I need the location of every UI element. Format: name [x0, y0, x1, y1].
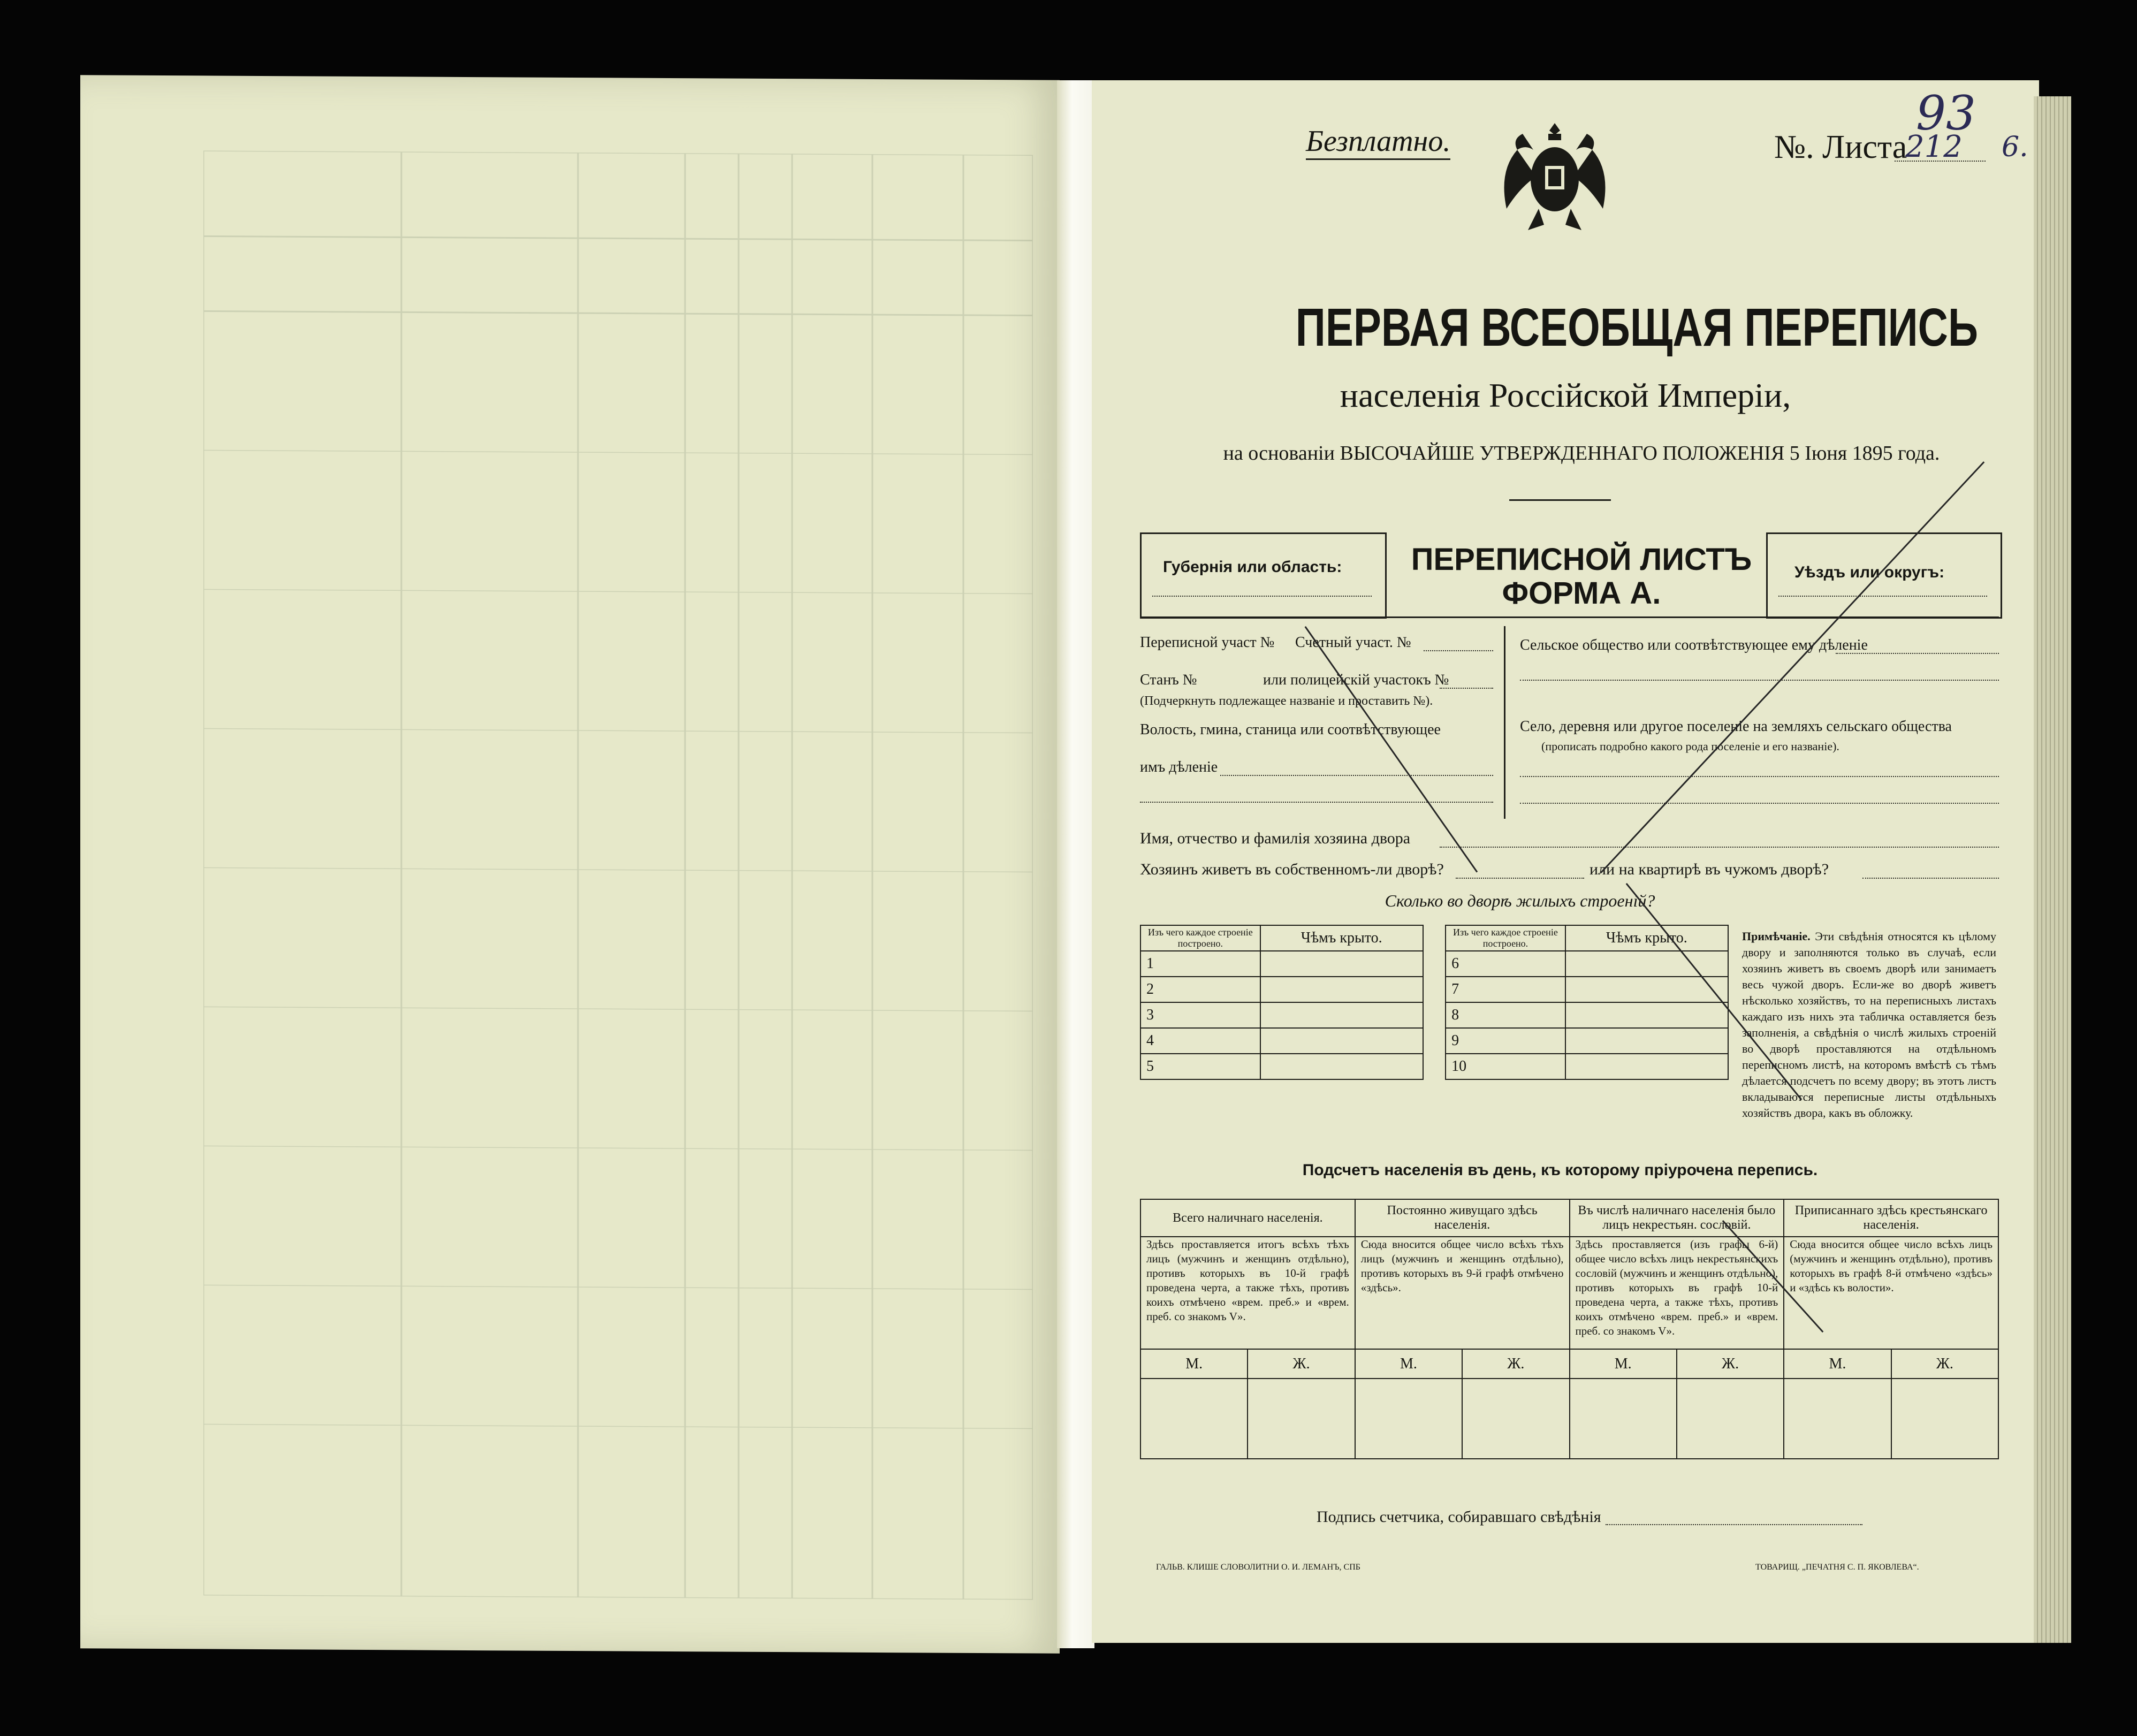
owner-lives-rent-line — [1862, 878, 1999, 879]
count-table — [1140, 1199, 1999, 1459]
volost-line-1 — [1220, 775, 1493, 776]
form-title-1: ПЕРЕПИСНОЙ ЛИСТЪ — [1411, 542, 1752, 577]
count-col-head-1: Всего наличнаго населенія. — [1140, 1199, 1355, 1237]
note-label: Примѣчаніе. — [1742, 930, 1811, 943]
archive-page-number: 93 — [1916, 86, 1976, 141]
count-col-head-2: Постоянно живущаго здѣсь населенія. — [1355, 1199, 1570, 1237]
count-female-2: Ж. — [1462, 1349, 1569, 1379]
buildings-col-roof-2: Чѣмъ крыто. — [1565, 925, 1728, 951]
count-col-text-3: Здѣсь проставляется (изъ графы 6-й) общее число всѣхъ лицъ некрестьянскихъ сословій (мужчинъ и женщинъ отдѣльно), противъ которыхъ въ графѣ 10-й проведена черта, а также тѣхъ, противъ коихъ отмѣчено «врем. преб.» и «врем. преб. со знакомъ V». — [1570, 1237, 1784, 1349]
form-subtitle: населенія Россійской Имперіи, — [1340, 376, 1791, 414]
village-society-line-1 — [1836, 653, 1999, 654]
settlement-line-2 — [1520, 803, 1999, 804]
count-female-4: Ж. — [1891, 1349, 1998, 1379]
title-divider — [1509, 499, 1611, 501]
signature-line — [1606, 1524, 1862, 1525]
note-text: Эти свѣдѣнія относятся къ цѣлому двору и заполняются только въ случаѣ, если хозяинъ живетъ въ своемъ дворѣ или занимаетъ весь чужой дворъ. Если-же во дворѣ живетъ нѣсколько хозяйствъ, то на переписныхъ листахъ каждаго изъ нихъ эта табличка оставляется безъ заполненія, а свѣдѣнія о числѣ жилыхъ строеній во дворѣ проставляются на отдѣльномъ переписномъ листѣ, на которомъ вмѣстѣ съ тѣмъ дѣлается подсчетъ по всему двору; въ этотъ листъ вкладываются переписные листы отдѣльныхъ хозяйствъ двора, какъ въ обложку. — [1742, 930, 1997, 1120]
settlement-line-1 — [1520, 776, 1999, 777]
free-label: Безплатно. — [1306, 124, 1450, 160]
province-box — [1140, 532, 1387, 619]
table-row: 3 — [1140, 1002, 1260, 1028]
footer-printer-left: ГАЛЬВ. КЛИШЕ СЛОВОЛИТНИ О. И. ЛЕМАНЪ, СПБ — [1156, 1563, 1360, 1572]
village-society-line-2 — [1520, 680, 1999, 681]
volost-label-2: имъ дѣленіе — [1140, 759, 1218, 775]
district-box — [1766, 532, 2002, 619]
table-row: 9 — [1446, 1028, 1565, 1054]
village-society-label: Сельское общество или соотвѣтствующее ему дѣленіе — [1520, 637, 1868, 653]
buildings-col-material: Изъ чего каждое строеніе построено. — [1140, 925, 1260, 951]
buildings-table — [1140, 925, 1729, 1080]
count-col-text-1: Здѣсь проставляется итогъ всѣхъ тѣхъ лицъ (мужчинъ и женщинъ отдѣльно), противъ которыхъ въ 10-й графѣ проведена черта, а также тѣхъ, противъ коихъ отмѣчено «врем. преб.» и «врем. преб. со знакомъ V». — [1140, 1237, 1355, 1349]
count-male-3: М. — [1570, 1349, 1677, 1379]
counting-section-line — [1424, 650, 1493, 651]
page-edges — [2034, 96, 2071, 1643]
volost-label-1: Волость, гмина, станица или соотвѣтствующее — [1140, 721, 1441, 738]
stan-label: Станъ № — [1140, 672, 1197, 688]
police-section-label: или полицейскій участокъ № — [1263, 672, 1449, 688]
owner-lives-own-line — [1456, 878, 1584, 879]
count-male-2: М. — [1355, 1349, 1462, 1379]
province-line — [1152, 596, 1372, 597]
census-form-page — [1092, 80, 2039, 1643]
form-decree-line: на основаніи ВЫСОЧАЙШЕ УТВЕРЖДЕННАГО ПОЛОЖЕНІЯ 5 Іюня 1895 года. — [1223, 442, 1940, 465]
cancel-stroke — [1600, 461, 1984, 873]
table-row: 5 — [1140, 1054, 1260, 1079]
note-block — [1742, 928, 1996, 1121]
settlement-note: (прописать подробно какого рода поселеніе и его названіе). — [1541, 740, 1839, 753]
table-row: 4 — [1140, 1028, 1260, 1054]
owner-lives-rent-label: или на квартирѣ въ чужомъ дворѣ? — [1590, 861, 1829, 878]
settlement-label: Село, деревня или другое поселеніе на земляхъ сельскаго общества — [1520, 718, 1952, 735]
faded-table-grid — [203, 150, 1033, 1600]
police-section-line — [1440, 688, 1493, 689]
province-label: Губернія или область: — [1163, 558, 1342, 576]
table-row: 10 — [1446, 1054, 1565, 1079]
owner-name-label: Имя, отчество и фамилія хозяина двора — [1140, 829, 1411, 847]
count-title: Подсчетъ населенія въ день, къ которому пріурочена перепись. — [1302, 1161, 1818, 1179]
count-male-1: М. — [1140, 1349, 1248, 1379]
form-title-2: ФОРМА А. — [1502, 576, 1661, 611]
count-female-1: Ж. — [1248, 1349, 1355, 1379]
header-rule — [1140, 616, 1999, 618]
count-col-text-4: Сюда вносится общее число всѣхъ лицъ (мужчинъ и женщинъ отдѣльно), противъ которыхъ въ графѣ 8-й отмѣчено «здѣсь» и «здѣсь къ волости». — [1784, 1237, 1998, 1349]
imperial-eagle-emblem — [1496, 112, 1614, 235]
count-female-3: Ж. — [1677, 1349, 1784, 1379]
table-row: 6 — [1446, 951, 1565, 977]
count-col-text-2: Сюда вносится общее число всѣхъ тѣхъ лицъ (мужчинъ и женщинъ отдѣльно), противъ которыхъ въ 9-й графѣ отмѣчено «здѣсь». — [1355, 1237, 1570, 1349]
owner-lives-own-label: Хозяинъ живетъ въ собственномъ-ли дворѣ? — [1140, 861, 1444, 878]
count-col-head-3: Въ числѣ наличнаго населенія было лицъ некрестьян. сословій. — [1570, 1199, 1784, 1237]
counting-section-label: Счетный участ. № — [1295, 634, 1411, 651]
volost-line-2 — [1140, 802, 1493, 803]
table-row: 2 — [1140, 977, 1260, 1002]
sheet-number-label: №. Листа — [1774, 129, 1907, 165]
form-main-title: ПЕРВАЯ ВСЕОБЩАЯ ПЕРЕПИСЬ — [1295, 298, 1979, 357]
table-row: 7 — [1446, 977, 1565, 1002]
sheet-number-line — [1895, 161, 1986, 162]
location-divider — [1504, 626, 1505, 819]
table-row: 8 — [1446, 1002, 1565, 1028]
count-col-head-4: Приписаннаго здѣсь крестьянскаго населенія. — [1784, 1199, 1998, 1237]
stan-note: (Подчеркнуть подлежащее названіе и проставить №). — [1140, 694, 1433, 708]
buildings-col-roof: Чѣмъ крыто. — [1260, 925, 1423, 951]
district-label: Уѣздъ или округъ: — [1794, 564, 1945, 581]
buildings-col-material-2: Изъ чего каждое строеніе построено. — [1446, 925, 1565, 951]
count-male-4: М. — [1784, 1349, 1891, 1379]
left-page — [80, 75, 1060, 1654]
footer-printer-right: ТОВАРИЩ. „ПЕЧАТНЯ С. П. ЯКОВЛЕВА“. — [1755, 1563, 1919, 1572]
book-gutter — [1057, 80, 1094, 1648]
census-section-label: Переписной участ № — [1140, 634, 1275, 651]
buildings-question: Сколько во дворѣ жилыхъ строеній? — [1385, 891, 1655, 910]
sheet-number-value: 212 — [1905, 130, 1963, 164]
table-row: 1 — [1140, 951, 1260, 977]
sheet-number-suffix: 6. — [2002, 131, 2028, 163]
district-line — [1778, 596, 1987, 597]
signature-label: Подпись счетчика, собиравшаго свѣдѣнія — [1317, 1508, 1601, 1526]
owner-name-line — [1440, 847, 1999, 848]
